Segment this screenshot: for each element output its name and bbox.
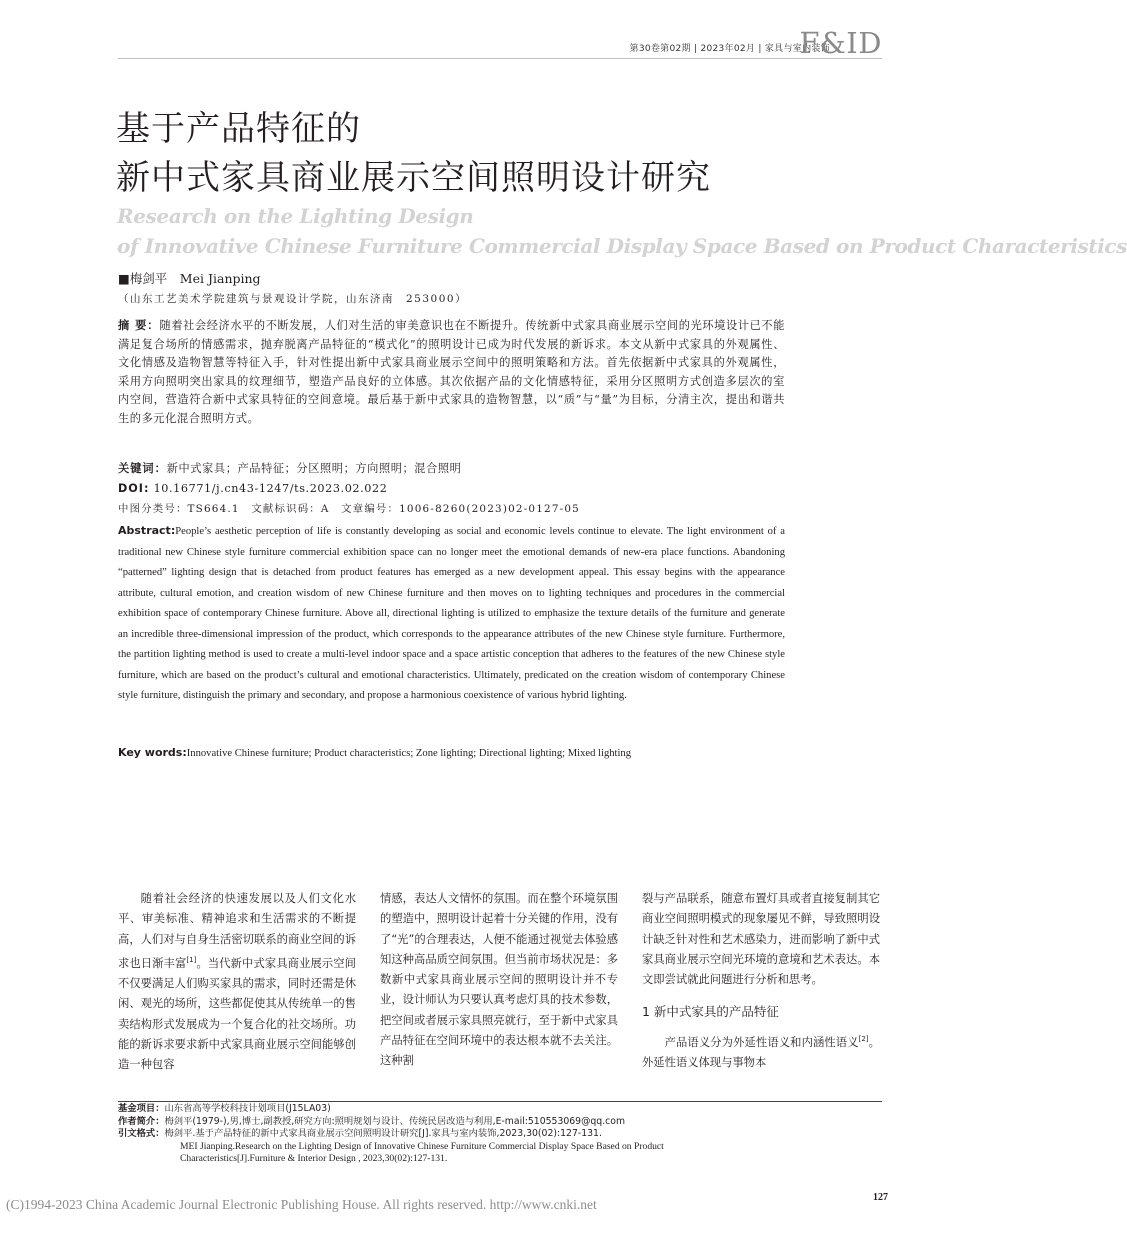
abstract-en [118, 521, 785, 707]
author-note-text: 梅剑平(1979-),男,博士,副教授,研究方向:照明规划与设计、传统民居改造与利用,E-mail:510553069@qq.com [164, 1115, 626, 1127]
keywords-en-text: Innovative Chinese furniture; Product characteristics; Zone lighting; Directional lighting; Mixed lighting [186, 748, 632, 759]
fund-note [118, 1103, 818, 1116]
body-paragraph [118, 889, 356, 1075]
abstract-en-text: People’s aesthetic perception of life is constantly developing as social and economic levels continue to elevate. The light environment of a traditional new Chinese style furniture commercial exhibition space can no longer meet the emotional demands of new-era place functions. Abandoning “patterned” lighting design that is detached from product features has emerged as a new development appeal. This essay begins with the appearance attribute, cultural emotion, and creation wisdom of new Chinese furniture and then moves on to lighting techniques and procedures in the commercial exhibition space of contemporary Chinese furniture. Above all, directional lighting is utilized to emphasize the texture details of the furniture and generate an incredible three-dimensional impression of the product, which corresponds to the appearance attributes of the new Chinese style furniture. Furthermore, the partition lighting method is used to create a multi-level indoor space and a space artistic conception that adheres to the features of the new Chinese style furniture, which are based on the product’s cultural and emotional characteristics. Ultimately, predicated on the creation wisdom of contemporary Chinese style furniture, distinguish the primary and secondary, and propose a harmonious coexistence of various hybrid lighting. [118, 526, 785, 701]
doi-label: DOI: [118, 482, 150, 495]
classification-line: 中图分类号：TS664.1 文献标识码：A 文章编号：1006-8260(2023)02-0127-05 [118, 503, 580, 515]
body-text: 产品语义分为外延性语义和内涵性语义 [664, 1035, 859, 1049]
doi [118, 480, 785, 499]
citation-label: 引文格式： [118, 1128, 165, 1139]
journal-issue-info: 第30卷第02期 | 2023年02月 | 家具与室内装饰 [629, 44, 830, 54]
footnotes [118, 1103, 818, 1166]
author-affiliation: （山东工艺美术学院建筑与景观设计学院，山东济南 253000） [118, 293, 468, 305]
fund-label: 基金项目： [118, 1103, 165, 1114]
header-divider [118, 58, 882, 59]
citation-en-line1: MEI Jianping.Research on the Lighting Design of Innovative Chinese Furniture Commercial Display Space Based on Product [180, 1140, 664, 1152]
keywords-zh [118, 460, 785, 479]
body-text: 。当代新中式家具商业展示空间不仅要满足人们购买家具的需求，同时还需是休闲、观光的场所，这些都促使其从传统单一的售卖结构形式发展成为一个复合化的社交场所。功能的新诉求要求新中式家具商业展示空间能够创造一种包容 [118, 956, 356, 1072]
fund-text: 山东省高等学校科技计划项目(J15LA03) [164, 1103, 331, 1114]
body-column-1 [118, 889, 356, 1075]
author-name: ■梅剑平 Mei Jianping [118, 271, 261, 286]
citation-note [118, 1128, 818, 1141]
abstract-zh-text: 随着社会经济水平的不断发展，人们对生活的审美意识也在不断提升。传统新中式家具商业展示空间的光环境设计已不能满足复合场所的情感需求，抛弃脱离产品特征的“模式化”的照明设计已成为时代发展的新诉求。本文从新中式家具的外观属性、文化情感及造物智慧等特征入手，针对性提出新中式家具商业展示空间中的照明策略和方法。首先依据新中式家具的外观属性，采用方向照明突出家具的纹理细节，塑造产品良好的立体感。其次依据产品的文化情感特征，采用分区照明方式创造多层次的室内空间，营造符合新中式家具特征的空间意境。最后基于新中式家具的造物智慧，以“质”与“量”为目标，分清主次，提出和谐共生的多元化混合照明方式。 [118, 319, 785, 425]
body-text: 。外延性语义体现与事物本 [642, 1035, 880, 1069]
citation-en-line2: Characteristics[J].Furniture & Interior Design , 2023,30(02):127-131. [180, 1153, 448, 1164]
citation-text: 梅剑平.基于产品特征的新中式家具商业展示空间照明设计研究[J].家具与室内装饰,2023,30(02):127-131. [164, 1128, 602, 1139]
copyright-footer: (C)1994-2023 China Academic Journal Electronic Publishing House. All rights reserved. http://www.cnki.net [6, 1197, 597, 1212]
body-column-3 [642, 889, 880, 1073]
title-en-line2: of Innovative Chinese Furniture Commercial Display Space Based on Product Characteristics [117, 234, 1127, 258]
doi-link[interactable]: 10.16771/j.cn43-1247/ts.2023.02.022 [153, 482, 388, 495]
abstract-zh [118, 317, 785, 428]
title-zh-line2: 新中式家具商业展示空间照明设计研究 [116, 158, 711, 198]
author-note-label: 作者简介： [118, 1115, 165, 1127]
body-text: 随着社会经济的快速发展以及人们文化水平、审美标准、精神追求和生活需求的不断提高，人们对与自身生活密切联系的商业空间的诉求也日渐丰富 [118, 892, 356, 970]
body-paragraph: 情感，表达人文情怀的氛围。而在整个环境氛围的塑造中，照明设计起着十分关键的作用，没有了“光”的合理表达，人便不能通过视觉去体验感知这种高品质空间氛围。但当前市场状况是：多数新中式家具商业展示空间的照明设计并不专业，设计师认为只要认真考虑灯具的技术参数，把空间或者展示家具照亮就行，至于新中式家具产品特征在空间环境中的表达根本就不去关注。这种割 [380, 892, 618, 1068]
journal-logo: F&ID [799, 26, 882, 60]
abstract-zh-label: 摘 要： [118, 319, 160, 332]
body-column-2 [380, 889, 618, 1072]
citation-ref[interactable]: [1] [186, 955, 197, 964]
title-zh-line1: 基于产品特征的 [116, 109, 361, 149]
keywords-zh-label: 关键词： [118, 462, 167, 475]
body-paragraph: 裂与产品联系，随意布置灯具或者直接复制其它商业空间照明模式的现象屡见不鲜，导致照明设计缺乏针对性和艺术感染力，进而影响了新中式家具商业展示空间光环境的意境和艺术表达。本文即尝试就此问题进行分析和思考。 [642, 892, 880, 987]
section-heading: 1 新中式家具的产品特征 [642, 1004, 779, 1020]
footnote-divider [118, 1101, 882, 1102]
keywords-en-label: Key words: [118, 746, 187, 759]
title-en-line1: Research on the Lighting Design [117, 204, 474, 228]
keywords-zh-text: 新中式家具；产品特征；分区照明；方向照明；混合照明 [166, 462, 462, 475]
body-paragraph [642, 1029, 880, 1073]
author-note [118, 1116, 818, 1129]
citation-ref[interactable]: [2] [858, 1034, 869, 1043]
abstract-en-label: Abstract: [118, 524, 176, 537]
keywords-en [118, 744, 818, 763]
page-number: 127 [873, 1192, 888, 1203]
